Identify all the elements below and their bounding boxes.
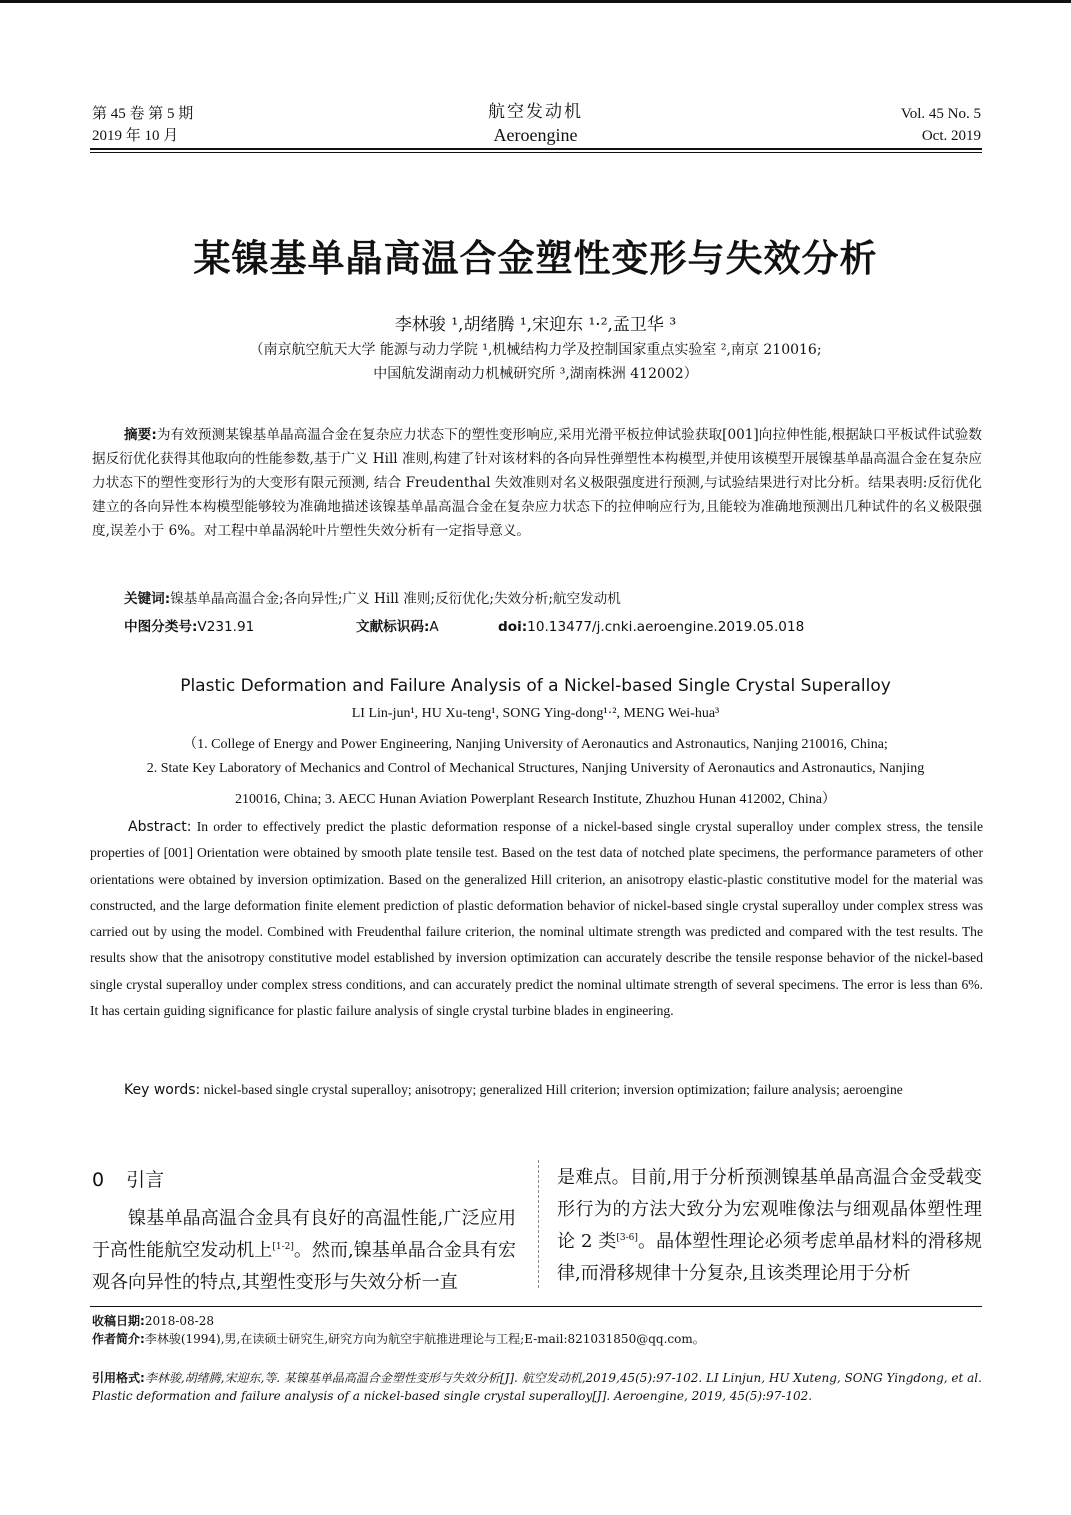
clc-number <box>124 615 254 639</box>
paper-title-cn: 某镍基单晶高温合金塑性变形与失效分析 <box>193 236 878 280</box>
issue-date: 2019 年 10 月 <box>92 128 179 144</box>
received-label: 收稿日期: <box>92 1314 145 1328</box>
author-bio-value: 李林骏(1994),男,在读硕士研究生,研究方向为航空宇航推进理论与工程;E-mail:821031850@qq.com。 <box>144 1332 705 1346</box>
authors-cn: 李林骏 ¹,胡绪腾 ¹,宋迎东 ¹·²,孟卫华 ³ <box>394 315 677 335</box>
footer-rule <box>90 1306 982 1307</box>
abstract-en <box>90 814 983 1024</box>
abstract-cn <box>92 423 982 543</box>
keywords-en <box>90 1077 983 1103</box>
abstract-cn-text: 为有效预测某镍基单晶高温合金在复杂应力状态下的塑性变形响应,采用光滑平板拉伸试验获取[001]向拉伸性能,根据缺口平板试件试验数据反衍优化获得其他取向的性能参数,基于广义 Hill 准则,构建了针对该材料的各向异性弹塑性本构模型,并使用该模型开展镍基单晶高温合金在复杂应力状态下的塑性变形行为的大变形有限元预测, 结合 Freudenthal 失效准则对名义极限强度进行预测,与试验结果进行对比分析。结果表明:反衍优化建立的各向异性本构模型能够较为准确地描述该镍基单晶高温合金在复杂应力状态下的拉伸响应行为,且能较为准确地预测出几种试件的名义极限强度,误差小于 6%。对工程中单晶涡轮叶片塑性失效分析有一定指导意义。 <box>92 427 982 539</box>
keywords-cn-text: 镍基单晶高温合金;各向异性;广义 Hill 准则;反衍优化;失效分析;航空发动机 <box>170 591 621 607</box>
citation-label: 引用格式: <box>92 1371 145 1385</box>
abstract-cn-label: 摘要: <box>124 427 157 443</box>
body-right-p2: 。晶体塑性理论必须考虑单晶材料的滑移规律,而滑移规律十分复杂,且该类理论用于分析 <box>557 1231 982 1284</box>
doc-code-label: 文献标识码: <box>356 619 430 635</box>
affiliation-en-2: 2. State Key Laboratory of Mechanics and Control of Mechanical Structures, Nanjing University of Aeronautics and Astronautics, Nanjing <box>146 761 925 776</box>
affiliation-en-3: 210016, China; 3. AECC Hunan Aviation Powerplant Research Institute, Zhuzhou Hunan 412002, China） <box>235 792 836 807</box>
volume-issue-en: Vol. 45 No. 5 <box>900 106 981 122</box>
body-left-column <box>92 1203 516 1299</box>
keywords-en-text: nickel-based single crystal superalloy; anisotropy; generalized Hill criterion; inversion optimization; failure analysis; aeroengine <box>203 1082 903 1097</box>
doi-value: 10.13477/j.cnki.aeroengine.2019.05.018 <box>527 619 805 635</box>
affiliation-cn-2: 中国航发湖南动力机械研究所 ³,湖南株洲 412002） <box>373 366 698 382</box>
doc-code-value: A <box>429 619 439 635</box>
affiliation-cn-1: （南京航空航天大学 能源与动力学院 ¹,机械结构力学及控制国家重点实验室 ²,南京 210016; <box>249 342 822 358</box>
body-right-column <box>557 1162 982 1290</box>
body-right-ref: [3-6] <box>616 1233 638 1243</box>
section-title: 引言 <box>126 1169 165 1191</box>
body-left-p1: 镍基单晶高温合金具有良好的高温性能,广泛应用于高性能航空发动机上 <box>92 1208 516 1261</box>
journal-name-en: Aeroengine <box>493 125 578 145</box>
doi-label: doi: <box>498 619 528 635</box>
header-rule-thick <box>90 148 982 150</box>
authors-en: LI Lin-jun¹, HU Xu-teng¹, SONG Ying-dong¹·², MENG Wei-hua³ <box>351 706 720 721</box>
received-date <box>92 1312 982 1330</box>
doc-code <box>356 615 439 639</box>
author-bio-label: 作者简介: <box>92 1332 145 1346</box>
issue-info-en <box>901 103 981 147</box>
issue-date-en: Oct. 2019 <box>921 128 981 144</box>
received-value: 2018-08-28 <box>144 1314 214 1328</box>
doi <box>498 615 804 639</box>
clc-value: V231.91 <box>197 619 255 635</box>
column-separator <box>538 1160 539 1288</box>
header-rule-thin <box>90 152 982 153</box>
keywords-en-label: Key words: <box>124 1082 201 1098</box>
citation-value: 李林骏,胡绪腾,宋迎东,等. 某镍基单晶高温合金塑性变形与失效分析[J]. 航空发动机,2019,45(5):97-102. LI Linjun, HU Xuteng, SONG Yingdong, et al. Plastic deformation and failure analysis of a nickel-based single crystal superalloy[J]. Aeroengine, 2019, 45(5):97-102. <box>92 1371 982 1403</box>
affiliation-en-1: （1. College of Energy and Power Engineering, Nanjing University of Aeronautics and Astronautics, Nanjing 210016, China; <box>183 737 888 752</box>
top-rule <box>0 0 1071 3</box>
abstract-en-text: In order to effectively predict the plastic deformation response of a nickel-based single crystal superalloy under complex stress, the tensile properties of [001] Orientation were obtained by smooth plate tensile test. Based on the test data of notched plate specimens, the performance parameters of other orientations were obtained by inversion optimization. Based on the generalized Hill criterion, an anisotropy elastic-plastic constitutive model for the material was constructed, and the large deformation finite element prediction of plastic deformation behavior of nickel-based single crystal superalloy under complex stress was carried out by using the model. Combined with Freudenthal failure criterion, the nominal ultimate strength was predicted and compared with the test results. The results show that the anisotropy constitutive model established by inversion optimization can accurately describe the tensile response behavior of the nickel-based single crystal superalloy under complex stress conditions, and can accurately predict the nominal ultimate strength of several specimens. The error is less than 6%. It has certain guiding significance for plastic failure analysis of single crystal turbine blades in engineering. <box>90 819 983 1019</box>
citation <box>92 1369 982 1405</box>
body-left-p2: 。然而,镍基单晶合金具有宏观各向异性的特点,其塑性变形与失效分析一直 <box>92 1240 516 1293</box>
section-heading <box>92 1165 164 1192</box>
abstract-en-label: Abstract: <box>128 819 192 835</box>
body-right-p1: 是难点。目前,用于分析预测镍基单晶高温合金受载变形行为的方法大致分为宏观唯像法与细观晶体塑性理论 2 类 <box>557 1167 982 1252</box>
keywords-cn-label: 关键词: <box>124 591 171 607</box>
keywords-cn <box>124 587 984 611</box>
author-bio <box>92 1330 982 1348</box>
volume-issue: 第 45 卷 第 5 期 <box>92 106 194 122</box>
body-left-ref: [1-2] <box>272 1242 294 1252</box>
clc-label: 中图分类号: <box>124 619 198 635</box>
section-number: 0 <box>92 1169 105 1191</box>
journal-name-cn: 航空发动机 <box>488 102 583 122</box>
paper-title-en: Plastic Deformation and Failure Analysis of a Nickel-based Single Crystal Superalloy <box>180 676 891 696</box>
